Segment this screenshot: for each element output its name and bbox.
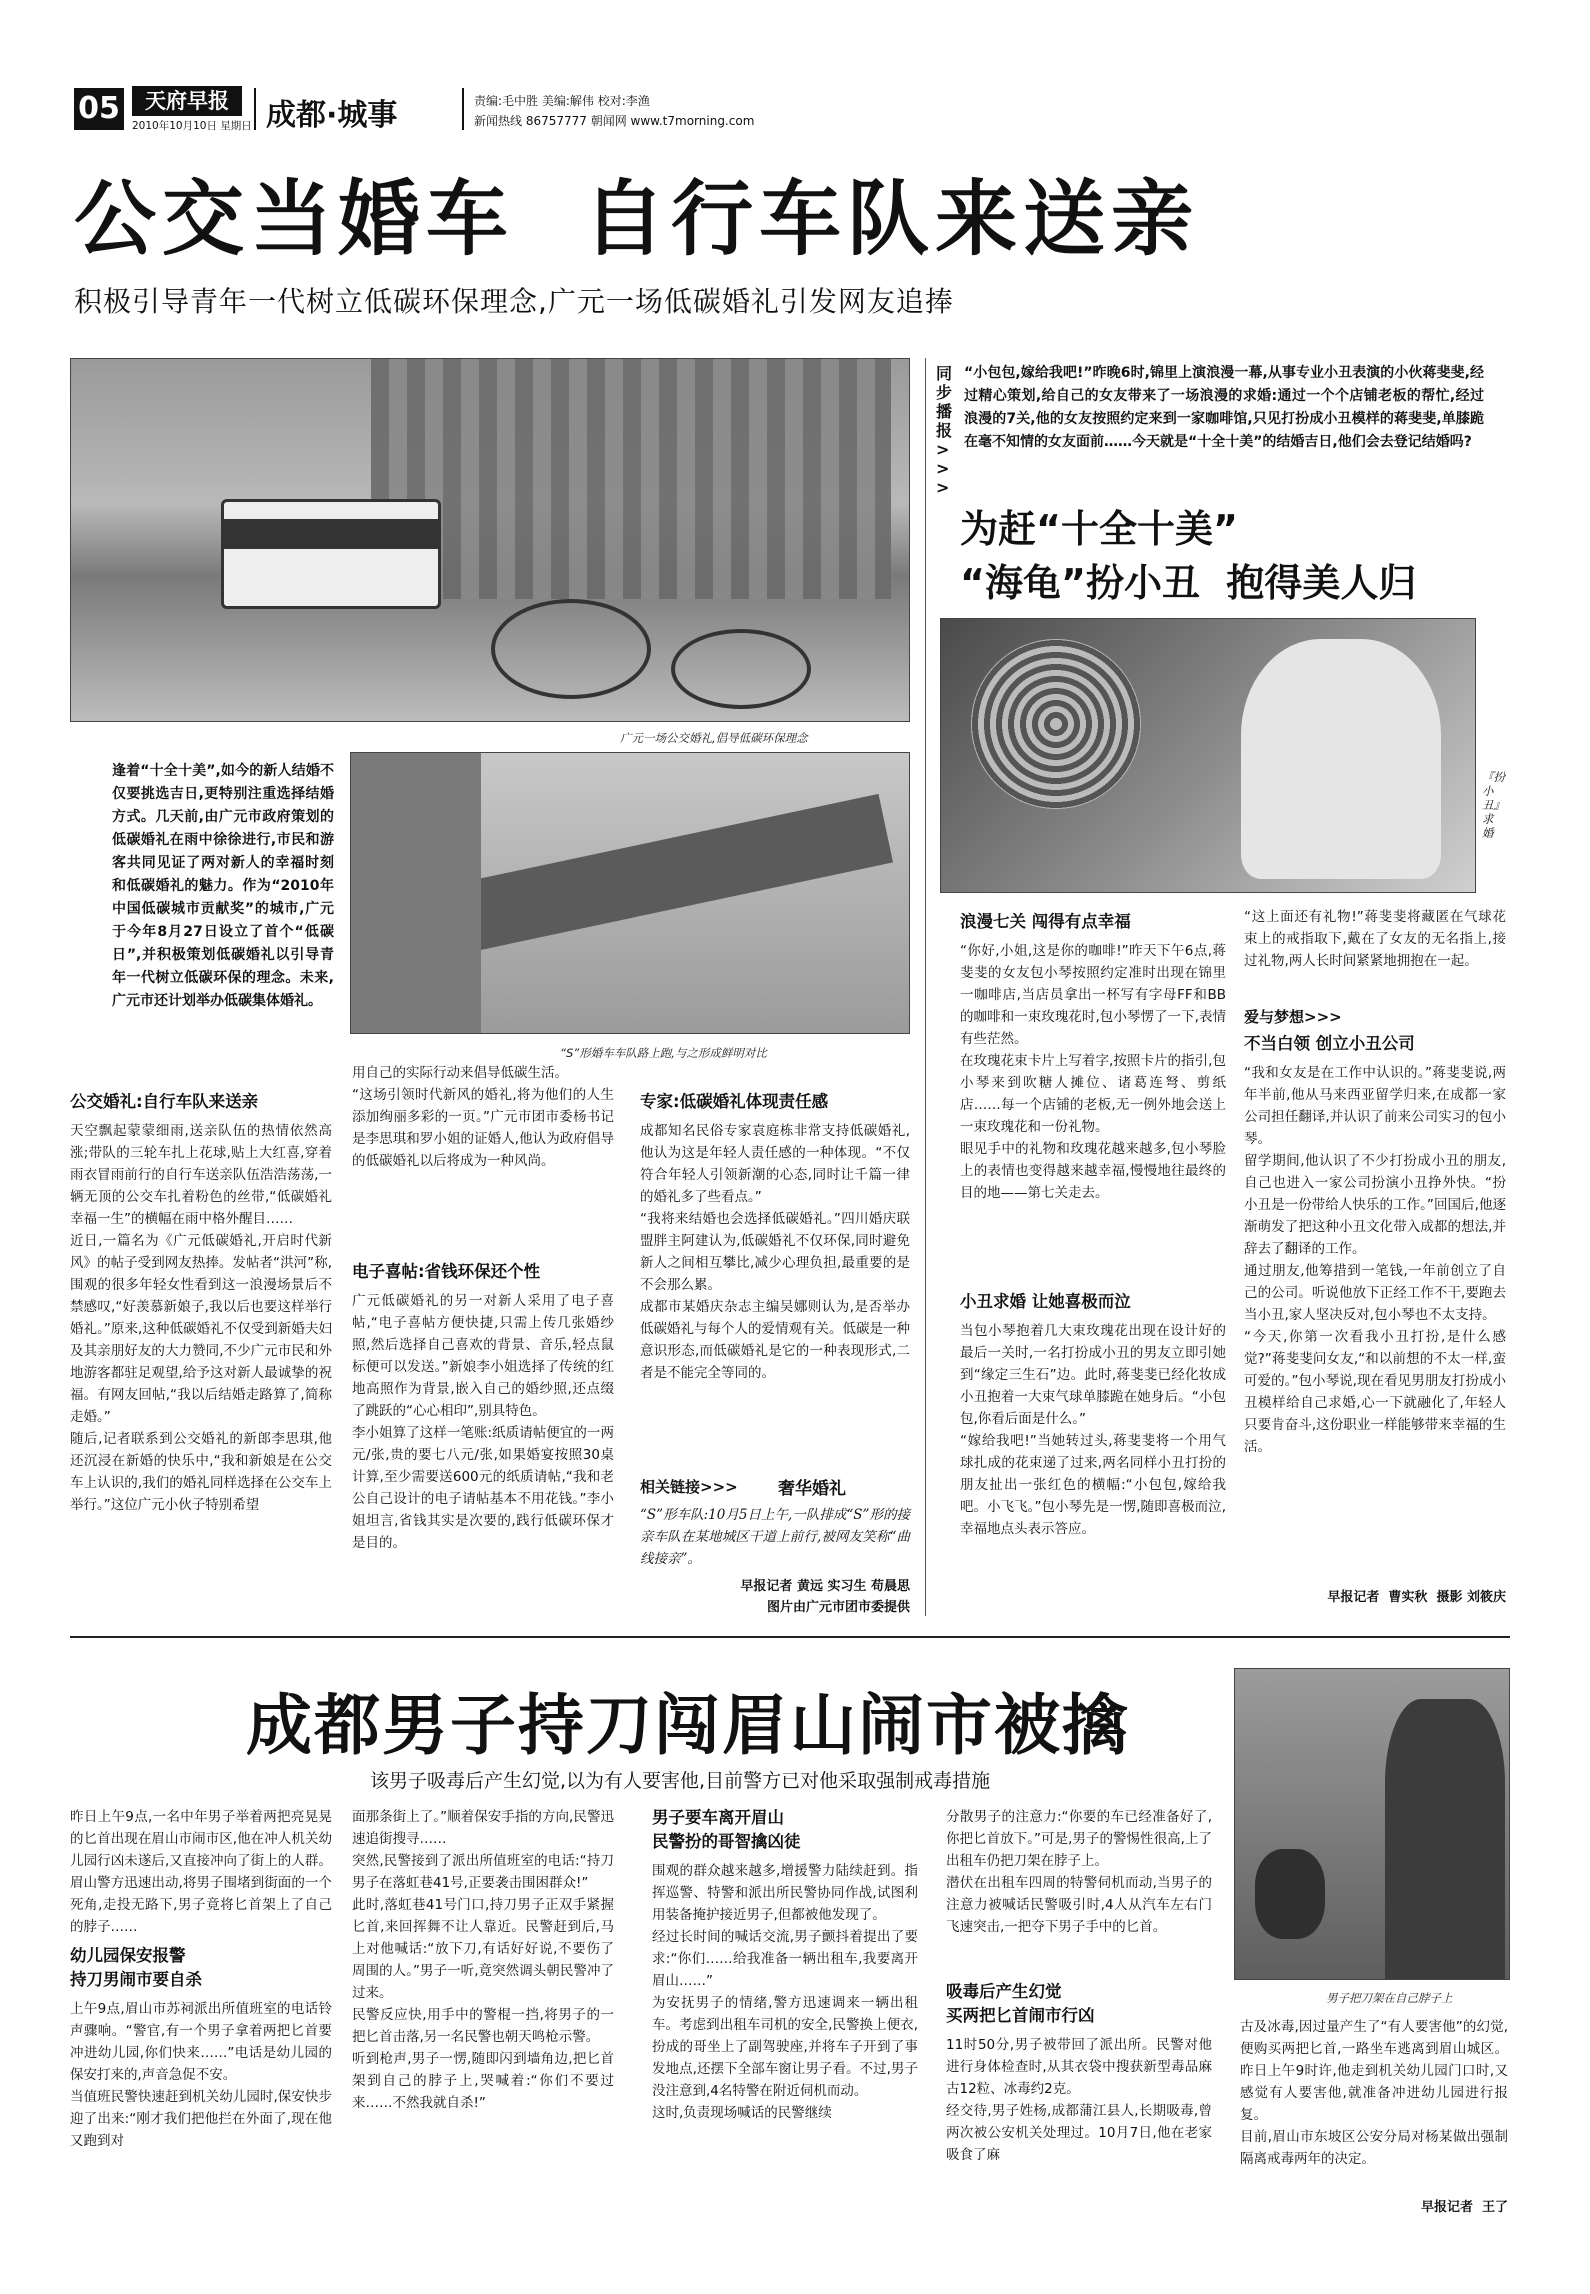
story1-col3: 成都知名民俗专家袁庭栋非常支持低碳婚礼,他认为这是年轻人责任感的一种体现。“不仅符合年轻人引领新潮的心态,同时让千篇一律的婚礼多了些看点。” “我将来结婚也会选择低碳婚礼。”四川婚庆联盟胖主阿建认为,低碳婚礼不仅环保,同时避免新人之间相互攀比,减少心理负担,最重要的是不会那么累。 成都市某婚庆杂志主编吴娜则认为,是否举办低碳婚礼与每个人的爱情观有关。低碳是一种意识形态,而低碳婚礼是它的一种表现形式,二者是不能完全等同的。 [640, 1123, 910, 1381]
story3-byline: 早报记者 王了 [1420, 2200, 1508, 2215]
story3-col1a: 昨日上午9点,一名中年男子举着两把亮晃晃的匕首出现在眉山市闹市区,他在冲人机关幼儿园行凶未遂后,又直接冲向了街上的人群。眉山警方迅速出动,将男子围堵到街面的一个死角,走投无路下,男子竟将匕首架上了自己的脖子…… [70, 1809, 332, 1935]
story1-col1: 天空飘起蒙蒙细雨,送亲队伍的热情依然高涨;带队的三轮车扎上花球,贴上大红喜,穿着雨衣冒雨前行的自行车送亲队伍浩浩荡荡,一辆无顶的公交车扎着粉色的丝带,“低碳婚礼 幸福一生”的横幅在雨中格外醒目…… 近日,一篇名为《广元低碳婚礼,开启时代新风》的帖子受到网友热捧。发帖者“洪河”称,围观的很多年轻女性看到这一浪漫场景后不禁感叹,“好羡慕新娘子,我以后也要这样举行婚礼。”原来,这种低碳婚礼不仅受到新婚夫妇及其亲朋好友的大力赞同,不少广元市民和外地游客都驻足观望,给予这对新人最诚挚的祝福。有网友回帖,“我以后结婚走路算了,简称走婚。” 随后,记者联系到公交婚礼的新郎李思琪,他还沉浸在新婚的快乐中,“我和新娘是在公交车上认识的,我们的婚礼同样选择在公交车上举行。”这位广元小伙子特别希望 [70, 1123, 332, 1513]
related-link-title: 奢华婚礼 [778, 1479, 846, 1499]
story3-col2: 面那条街上了。”顺着保安手指的方向,民警迅速追街搜寻…… 突然,民警接到了派出所值班室的电话:“持刀男子在落虹巷41号,正要袭击围困群众!” 此时,落虹巷41号门口,持刀男子正双手紧握匕首,来回挥舞不让人靠近。民警赶到后,马上对他喊话:“放下刀,有话好好说,不要伤了周围的人。”男子一听,竟突然调头朝民警冲了过来。 民警反应快,用手中的警棍一挡,将男子的一把匕首击落,另一名民警也朝天鸣枪示警。 听到枪声,男子一愣,随即闪到墙角边,把匕首架到自己的脖子上,哭喊着:“你们不要过来……不然我就自杀!” [352, 1809, 614, 2111]
story3-col3: 围观的群众越来越多,增援警力陆续赶到。指挥巡警、特警和派出所民警协同作战,试图利用装备掩护接近男子,但都被他发现了。 经过长时间的喊话交流,男子颤抖着提出了要求:“你们……给我准备一辆出租车,我要离开眉山……” 为安抚男子的情绪,警方迅速调来一辆出租车。考虑到出租车司机的安全,民警换上便衣,扮成的哥坐上了副驾驶座,并将车子开到了事发地点,还摆下全部车窗让男子看。不过,男子没注意到,4名特警在附近伺机而动。 这时,负责现场喊话的民警继续 [652, 1863, 918, 2121]
bus-photo-caption: 广元一场公交婚礼,倡导低碳环保理念 [620, 731, 808, 745]
story1-sub-bus: 公交婚礼:自行车队来送亲 [70, 1092, 259, 1111]
story1-headline: 公交当婚车 自行车队来送亲 [74, 172, 1200, 267]
story2-col2a: “这上面还有礼物!”蒋斐斐将藏匿在气球花束上的戒指取下,戴在了女友的无名指上,接过礼物,两人长时间紧紧地拥抱在一起。 [1244, 909, 1506, 969]
story3-col4a: 分散男子的注意力:“你要的车已经准备好了,你把匕首放下。”可是,男子的警惕性很高,上了出租车仍把刀架在脖子上。 潜伏在出租车四周的特警伺机而动,当男子的注意力被喊话民警吸引时,4人从汽车左右门飞速突击,一把夺下男子手中的匕首。 [946, 1809, 1212, 1935]
date-line: 2010年10月10日 星期日 [132, 120, 252, 132]
s-convoy-photo [350, 752, 910, 1034]
section-title: 成都·城事 [266, 98, 398, 133]
story3-sub-drugs: 吸毒后产生幻觉 买两把匕首闹市行凶 [946, 1982, 1095, 2025]
story2-col2b: “我和女友是在工作中认识的。”蒋斐斐说,两年半前,他从马来西亚留学归来,在成都一家公司担任翻译,并认识了前来公司实习的包小琴。 留学期间,他认识了不少打扮成小丑的朋友,自己也进入一家公司扮演小丑挣外快。“扮小丑是一份带给人快乐的工作。”回国后,他逐渐萌发了把这种小丑文化带入成都的想法,并辞去了翻译的工作。 通过朋友,他筹措到一笔钱,一年前创立了自己的公司。听说他放下正经工作不干,要跑去当小丑,家人坚决反对,包小琴也不太支持。 “今天,你第一次看我小丑打扮,是什么感觉?”蒋斐斐问女友,“和以前想的不太一样,蛮可爱的。”包小琴说,现在看见男朋友打扮成小丑模样给自己求婚,心一下就融化了,年轻人只要肯奋斗,这份职业一样能够带来幸福的生活。 [1244, 1065, 1506, 1455]
story2-headline-1: 为赶“十全十美” [960, 507, 1238, 551]
story3-deck: 该男子吸毒后产生幻觉,以为有人要害他,目前警方已对他采取强制戒毒措施 [370, 1770, 991, 1792]
convoy-photo-caption: “S”形婚车车队路上跑,与之形成鲜明对比 [560, 1046, 767, 1060]
clown-photo-caption: 『扮小丑』求婚 [1482, 770, 1505, 840]
story2-col1b: 当包小琴抱着几大束玫瑰花出现在设计好的最后一关时,一名打扮成小丑的男友立即引她到“缘定三生石”边。此时,蒋斐斐已经化妆成小丑抱着一大束气球单膝跪在她身后。“小包包,你看后面是什么。” “嫁给我吧!”当她转过头,蒋斐斐将一个用气球扎成的花束递了过来,两名同样小丑打扮的朋友扯出一张红色的横幅:“小包包,嫁给我吧。小飞飞。”包小琴先是一愣,随即喜极而泣,幸福地点头表示答应。 [960, 1323, 1226, 1537]
story3-col4b: 11时50分,男子被带回了派出所。民警对他进行身体检查时,从其衣袋中搜获新型毒品麻古12粒、冰毒约2克。 经交待,男子姓杨,成都蒲江县人,长期吸毒,曾两次被公安机关处理过。10月7日,他在老家吸食了麻 [946, 2037, 1212, 2163]
story2-sub-company: 不当白领 创立小丑公司 [1244, 1034, 1415, 1053]
paper-logo: 天府早报 [132, 86, 242, 116]
knife-photo-caption: 男子把刀架在自己脖子上 [1326, 1991, 1453, 2005]
related-link-label: 相关链接>>> [640, 1478, 738, 1496]
story2-intro: “小包包,嫁给我吧!”昨晚6时,锦里上演浪漫一幕,从事专业小丑表演的小伙蒋斐斐,经过精心策划,给自己的女友带来了一场浪漫的求婚:通过一个个店铺老板的帮忙,经过浪漫的7关,他的女友按照约定来到一家咖啡馆,只见打扮成小丑模样的蒋斐斐,单膝跪在毫不知情的女友面前……今天就是“十全十美”的结婚吉日,他们会去登记结婚吗? [964, 365, 1484, 450]
story1-col2b: 广元低碳婚礼的另一对新人采用了电子喜帖,“电子喜帖方便快捷,只需上传几张婚纱照,然后选择自己喜欢的背景、音乐,轻点鼠标便可以发送。”新娘李小姐选择了传统的红地高照作为背景,嵌入自己的婚纱照,还点缀了跳跃的“心心相印”,别具特色。 李小姐算了这样一笔账:纸质请帖便宜的一两元/张,贵的要七八元/张,如果婚宴按照30桌计算,至少需要送600元的纸质请帖,“我和老公自己设计的电子请帖基本不用花钱。”李小姐坦言,省钱其实是次要的,践行低碳环保才是目的。 [352, 1293, 614, 1551]
page-number-box: 05 [74, 88, 124, 130]
story2-sub-clown: 小丑求婚 让她喜极而泣 [960, 1292, 1131, 1311]
story3-col5: 古及冰毒,因过量产生了“有人要害他”的幻觉,便购买两把匕首,一路坐车逃离到眉山城区。昨日上午9时许,他走到机关幼儿园门口时,又感觉有人要害他,就准备冲进幼儿园进行报复。 目前,眉山市东坡区公安分局对杨某做出强制隔离戒毒两年的决定。 [1240, 2019, 1508, 2167]
story3-headline: 成都男子持刀闯眉山闹市被擒 [246, 1687, 1130, 1764]
news-hotline: 新闻热线 86757777 朝闻网 www.t7morning.com [474, 114, 755, 128]
story2-headline-2: “海龟”扮小丑 抱得美人归 [960, 561, 1417, 605]
clown-proposal-photo [940, 618, 1476, 893]
love-dream-label: 爱与梦想>>> [1244, 1008, 1342, 1026]
story2-sub-seven: 浪漫七关 闯得有点幸福 [960, 912, 1131, 931]
story2-col1a: “你好,小姐,这是你的咖啡!”昨天下午6点,蒋斐斐的女友包小琴按照约定准时出现在锦里一咖啡店,当店员拿出一杯写有字母FF和BB的咖啡和一束玫瑰花时,包小琴愣了一下,表情有些茫然。 在玫瑰花束卡片上写着字,按照卡片的指引,包小琴来到吹糖人摊位、诸葛连弩、剪纸店……每一个店铺的老板,无一例外地会送上一束玫瑰花和一份礼物。 眼见手中的礼物和玫瑰花越来越多,包小琴脸上的表情也变得越来越幸福,慢慢地往最终的目的地——第七关走去。 [960, 943, 1226, 1201]
story3-sub-kindergarten: 幼儿园保安报警 持刀男闹市要自杀 [70, 1946, 202, 1989]
masthead [74, 86, 1524, 136]
knife-suspect-photo [1234, 1668, 1510, 1980]
story1-byline: 早报记者 黄远 实习生 苟晨思 图片由广元市团市委提供 [740, 1579, 910, 1615]
story3-col1b: 上午9点,眉山市苏祠派出所值班室的电话铃声骤响。“警官,有一个男子拿着两把匕首要冲进幼儿园,你们快来……”电话是幼儿园的保安打来的,声音急促不安。 当值班民警快速赶到机关幼儿园时,保安快步迎了出来:“刚才我们把他拦在外面了,现在他又跑到对 [70, 2001, 332, 2149]
editor-credits: 责编:毛中胜 美编:解伟 校对:李渔 [474, 94, 650, 108]
story1-col2a: 用自己的实际行动来倡导低碳生活。 “这场引领时代新风的婚礼,将为他们的人生添加绚丽多彩的一页。”广元市团市委杨书记是李思琪和罗小姐的证婚人,他认为政府倡导的低碳婚礼以后将成为一种风尚。 [352, 1065, 614, 1169]
story1-lead: 逢着“十全十美”,如今的新人结婚不仅要挑选吉日,更特别注重选择结婚方式。几天前,由广元市政府策划的低碳婚礼在雨中徐徐进行,市民和游客共同见证了两对新人的幸福时刻和低碳婚礼的魅力。作为“2010年中国低碳城市贡献奖”的城市,广元于今年8月27日设立了首个“低碳日”,并积极策划低碳婚礼以引导青年一代树立低碳环保的理念。未来,广元市还计划举办低碳集体婚礼。 [112, 763, 334, 1009]
story2-byline: 早报记者 曹实秋 摄影 刘筱庆 [1327, 1590, 1506, 1605]
sync-report-label: 同步播报>>> [936, 364, 953, 497]
story1-sub-expert: 专家:低碳婚礼体现责任感 [640, 1092, 829, 1111]
story3-sub-taxi: 男子要车离开眉山 民警扮的哥智擒凶徒 [652, 1808, 801, 1851]
related-link-text: “S”形车队:10月5日上午,一队排成“S”形的接亲车队在某地城区干道上前行,被网友笑称“曲线接亲”。 [640, 1507, 910, 1567]
story1-sub-ecard: 电子喜帖:省钱环保还个性 [352, 1262, 541, 1281]
story1-deck: 积极引导青年一代树立低碳环保理念,广元一场低碳婚礼引发网友追捧 [74, 285, 954, 318]
bus-wedding-photo [70, 358, 910, 722]
